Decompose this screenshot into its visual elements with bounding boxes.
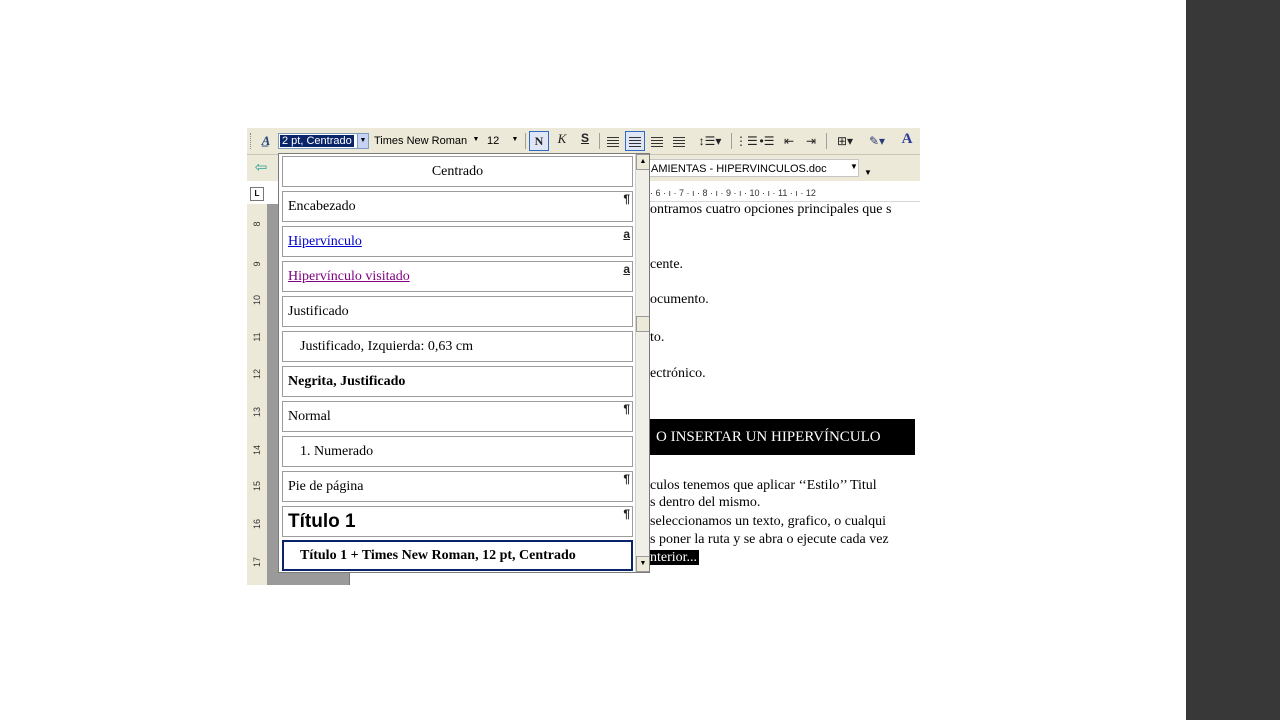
style-option-label: Hipervínculo	[288, 234, 362, 249]
borders-button[interactable]	[831, 131, 859, 151]
style-option-titulo-1-times-centrado[interactable]	[282, 540, 633, 571]
doc-text-line: to.	[650, 330, 665, 345]
ruler-number: 14	[252, 445, 262, 456]
ruler-number: 17	[252, 557, 262, 568]
font-size-dropdown-button[interactable]: ▼	[511, 136, 519, 143]
address-dropdown-icon[interactable]: ▼	[850, 162, 858, 171]
decrease-indent-icon: ⇤	[783, 134, 795, 148]
ruler-number: 15	[252, 481, 262, 492]
font-dropdown-button[interactable]: ▼	[472, 136, 480, 143]
toolbar-separator	[599, 133, 600, 149]
increase-indent-icon: ⇥	[805, 134, 817, 148]
bullets-button[interactable]	[757, 131, 777, 151]
doc-text-line: ocumento.	[650, 292, 709, 307]
paragraph-mark-icon: ¶	[623, 507, 630, 521]
style-option-normal[interactable]	[282, 401, 633, 432]
toolbar-grip[interactable]	[250, 133, 254, 149]
italic-button[interactable]: K	[557, 131, 567, 146]
borders-icon: ⊞▾	[836, 134, 854, 148]
style-option-label: Encabezado	[288, 199, 356, 214]
ruler-number: 10	[252, 295, 262, 306]
highlighter-icon: ✎▾	[868, 134, 886, 148]
scroll-down-icon[interactable]: ▼	[636, 556, 650, 572]
style-option-label: Hipervínculo visitado	[288, 269, 410, 284]
horizontal-ruler: · 6 · ı · 7 · ı · 8 · ı · 9 · ı · 10 · ı · 11 · ı · 12	[650, 185, 920, 202]
doc-text-line: s dentro del mismo.	[650, 495, 761, 510]
style-option-label: Título 1 + Times New Roman, 12 pt, Centrado	[300, 548, 576, 563]
style-option-centrado[interactable]	[282, 156, 633, 187]
doc-text-line: culos tenemos que aplicar ‘‘Estilo’’ Titul	[650, 478, 877, 493]
character-style-icon: a	[623, 227, 630, 241]
style-option-label: Negrita, Justificado	[288, 374, 406, 389]
style-dropdown-list	[278, 153, 650, 573]
font-combo[interactable]: Times New Roman	[374, 135, 468, 147]
ruler-number: 12	[252, 369, 262, 380]
doc-text-line: cente.	[650, 257, 684, 272]
ruler-number: 11	[252, 332, 262, 342]
style-option-hipervinculo-visitado[interactable]	[282, 261, 633, 292]
scroll-up-icon[interactable]: ▲	[636, 154, 650, 170]
style-option-label: Pie de página	[288, 479, 364, 494]
style-option-label: Justificado	[288, 304, 349, 319]
style-option-hipervinculo[interactable]	[282, 226, 633, 257]
bulleted-list-icon: •☰	[759, 134, 775, 148]
doc-text-line: ontramos cuatro opciones principales que s	[650, 202, 892, 217]
selected-text: nterior...	[650, 550, 698, 565]
increase-indent-button[interactable]	[801, 131, 821, 151]
style-option-justificado-izquierda[interactable]	[282, 331, 633, 362]
justify-button[interactable]	[669, 131, 689, 151]
doc-text-line	[650, 550, 699, 566]
style-option-titulo-1[interactable]	[282, 506, 633, 537]
toolbar-separator	[525, 133, 526, 149]
toolbar-options-icon[interactable]: ▼	[864, 168, 872, 177]
styles-formatting-icon[interactable]: A̲	[261, 133, 271, 148]
align-left-button[interactable]	[603, 131, 623, 151]
address-field[interactable]: AMIENTAS - HIPERVINCULOS.doc	[647, 159, 859, 177]
style-dropdown-button[interactable]: ▼	[357, 133, 369, 149]
style-option-label: Título 1	[288, 511, 356, 532]
align-center-icon	[629, 137, 641, 147]
tab-selector[interactable]: L	[250, 187, 264, 201]
style-option-numerado[interactable]	[282, 436, 633, 467]
style-option-pie-de-pagina[interactable]	[282, 471, 633, 502]
formatting-toolbar	[247, 128, 920, 155]
style-option-label: Justificado, Izquierda: 0,63 cm	[300, 339, 474, 354]
font-size-combo[interactable]: 12	[487, 135, 500, 147]
justify-icon	[673, 137, 685, 147]
paragraph-mark-icon: ¶	[623, 402, 630, 416]
align-center-button[interactable]	[625, 131, 645, 151]
align-left-icon	[607, 137, 619, 147]
bold-button[interactable]: N	[529, 131, 549, 151]
style-option-justificado[interactable]	[282, 296, 633, 327]
ruler-number: 8	[252, 221, 262, 227]
doc-text-line: s poner la ruta y se abra o ejecute cada vez	[650, 532, 889, 547]
numbering-button[interactable]	[735, 131, 758, 151]
style-list-scrollbar[interactable]	[635, 154, 650, 572]
align-right-icon	[651, 137, 663, 147]
word-window	[247, 128, 920, 585]
toolbar-separator	[731, 133, 732, 149]
ruler-number: 9	[252, 261, 262, 267]
align-right-button[interactable]	[647, 131, 667, 151]
scroll-thumb[interactable]	[636, 316, 650, 332]
style-combo[interactable]	[278, 133, 369, 149]
back-arrow-icon[interactable]: ⇦	[254, 159, 268, 176]
section-heading: O INSERTAR UN HIPERVÍNCULO	[650, 419, 915, 455]
style-option-label: Normal	[288, 409, 331, 424]
right-side-panel	[1186, 0, 1280, 720]
ruler-number: 16	[252, 519, 262, 530]
doc-text-line: seleccionamos un texto, grafico, o cualqui	[650, 514, 886, 529]
character-style-icon: a	[623, 262, 630, 276]
paragraph-mark-icon: ¶	[623, 192, 630, 206]
decrease-indent-button[interactable]	[779, 131, 799, 151]
numbered-list-icon: ⋮☰	[735, 134, 758, 148]
paragraph-mark-icon: ¶	[623, 472, 630, 486]
style-option-label: 1. Numerado	[300, 444, 374, 459]
style-option-label: Centrado	[431, 164, 484, 179]
font-color-button[interactable]: A	[901, 131, 913, 147]
highlight-button[interactable]	[861, 131, 893, 151]
line-spacing-button[interactable]	[695, 131, 725, 151]
doc-text-line: ectrónico.	[650, 366, 706, 381]
style-combo-value: 2 pt, Centrado	[282, 135, 352, 147]
line-spacing-icon: ↕☰▾	[698, 134, 722, 148]
underline-button[interactable]: S	[580, 131, 589, 145]
style-option-negrita-justificado[interactable]	[282, 366, 633, 397]
ruler-number: 13	[252, 407, 262, 418]
style-option-encabezado[interactable]	[282, 191, 633, 222]
vertical-ruler	[247, 204, 267, 585]
toolbar-separator	[826, 133, 827, 149]
